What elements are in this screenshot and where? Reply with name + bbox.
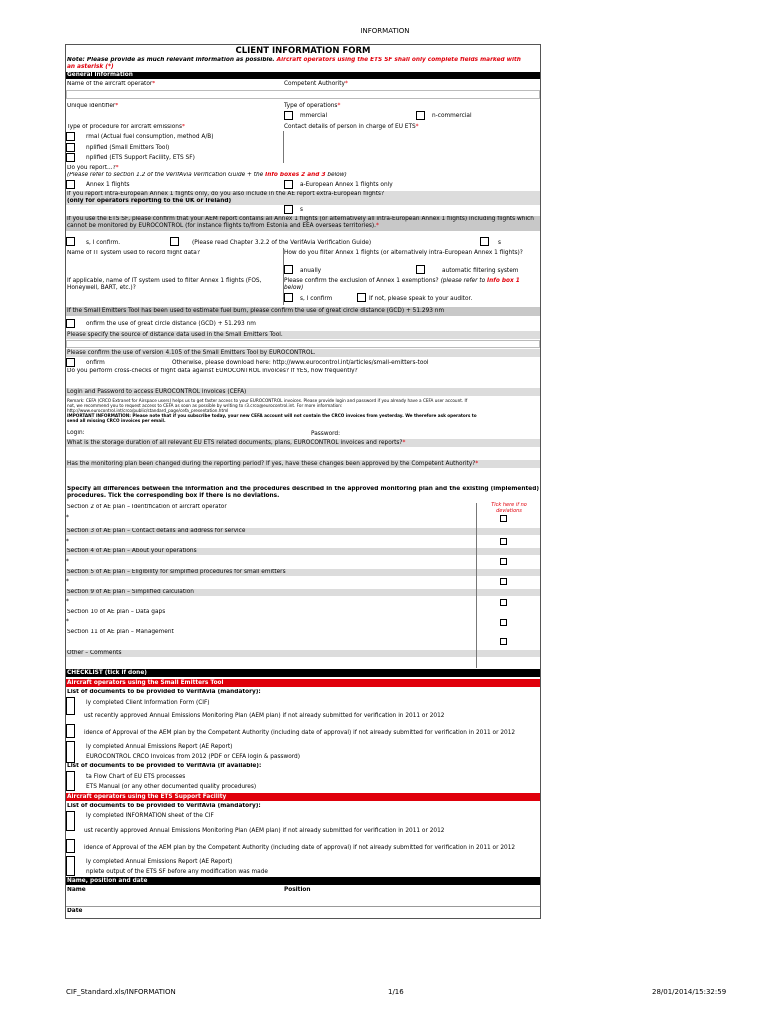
automatic-filter-label: automatic filtering system xyxy=(442,268,519,274)
remark-line: Remark: CEFA (CRCO Extranet for Airspace users) helps us to get faster access to your EUROCONTROL invoices. Please provide login and password if you already have a CEFA user account. If xyxy=(67,398,468,403)
ets-sf-confirm-label: s, I confirm. xyxy=(86,240,121,246)
it-system-row: Name of IT system used to record flight data? xyxy=(67,250,200,256)
extra-european-yes-label: s xyxy=(300,207,304,213)
ets-sf-other-label: s xyxy=(498,240,502,246)
section-5: Section 5 of AE plan – Eligibility for simplified procedures for small emitters xyxy=(66,569,540,576)
tick-here-text: deviations xyxy=(496,507,522,514)
ets-sf-confirm-checkbox[interactable] xyxy=(66,237,75,246)
set-item-1-checkbox[interactable] xyxy=(66,697,75,715)
required-marker: * xyxy=(181,124,185,130)
set-item-2: ust recently approved Annual Emissions Monitoring Plan (AEM plan) if not already submitted for verification in 2011 or 2012 xyxy=(84,713,445,719)
required-marker: * xyxy=(344,81,348,87)
procedure-ets-sf-label: nplified (ETS Support Facility, ETS SF) xyxy=(86,155,195,161)
ets-sf-users-header: Aircraft operators using the ETS Support Facility xyxy=(66,793,540,801)
ets-sf-question xyxy=(66,216,540,231)
commercial-label: mmercial xyxy=(300,113,328,119)
remark-important: IMPORTANT INFORMATION: Please note that if you subscribe today, your new CEFA account will not contain the CRCO invoices from yesterday. We therefore ask operators to xyxy=(67,413,477,418)
read-chapter-label: (Please read Chapter 3.2.2 of the VerifAvia Verification Guide) xyxy=(192,240,372,246)
exemptions-ref: (please refer to xyxy=(438,278,488,284)
specify-differences: Specify all differences between the information and the procedures described in the approved monitoring plan and the existing (implemented) procedures. Tick the corresponding box if there is no deviations. xyxy=(67,486,539,499)
section-4-marker: * xyxy=(66,559,69,565)
required-marker: * xyxy=(152,81,156,87)
footer-timestamp: 28/01/2014/15:32:59 xyxy=(652,988,727,996)
password-field[interactable]: Password: xyxy=(311,431,341,437)
divider xyxy=(66,906,540,907)
exemptions-question xyxy=(284,278,539,291)
set-item-5: EUROCONTROL CRCO Invoices from 2012 (PDF or CEFA login & password) xyxy=(86,754,301,760)
cross-checks-question: Do you perform cross-checks of flight data against EUROCONTROL invoices? If YES, how frequently? xyxy=(67,368,358,374)
remark-line: not, we recommend you to request access to CEFA as soon as possible by writing to r3.crco@eurocontrol.int. For more information: xyxy=(67,403,343,408)
procedure-small-emitters-checkbox[interactable] xyxy=(66,143,75,152)
available-docs-header: List of documents to be provided to VerifAvia (if available): xyxy=(67,763,262,769)
sf-item-4: ly completed Annual Emissions Report (AE Report) xyxy=(86,859,233,865)
non-commercial-checkbox[interactable] xyxy=(416,111,425,120)
note xyxy=(66,57,540,71)
note-text: Note: Please provide as much relevant information as possible. xyxy=(67,57,275,63)
annex1-checkbox[interactable] xyxy=(66,180,75,189)
section-2: Section 2 of AE plan – Identification of aircraft operator xyxy=(67,504,227,510)
label-aircraft-operator: Name of the aircraft operator xyxy=(67,81,153,87)
ets-sf-question-text: If you use the ETS SF, please confirm that your AEM report contains all Annex 1 flights (or alternatively all intra-European Annex 1 flights) including flights which cannot be monitored by EUROCONTROL (for instance flights to/from Estonia and EEA overseas territories). xyxy=(67,216,534,229)
distance-source-input[interactable] xyxy=(66,340,540,348)
operator-input[interactable] xyxy=(66,90,540,99)
exemptions-text: Please confirm the exclusion of Annex 1 exemptions? xyxy=(284,278,439,284)
label-competent-authority xyxy=(284,81,348,88)
label-unique-identifier: Unique identifier xyxy=(67,103,116,109)
required-marker: * xyxy=(115,165,119,171)
sf-item-3: idence of Approval of the AEM plan by the Competent Authority (including date of approval) if not already submitted for verification in 2011 or 2012 xyxy=(84,845,516,851)
section-3-marker: * xyxy=(66,539,69,545)
section-4: Section 4 of AE plan – About your operations xyxy=(66,548,540,555)
section-10-checkbox[interactable] xyxy=(500,619,507,626)
commercial-checkbox[interactable] xyxy=(284,111,293,120)
avail-items-checkbox[interactable] xyxy=(66,771,75,791)
automatic-filter-checkbox[interactable] xyxy=(416,265,425,274)
mandatory-docs-header: List of documents to be provided to VerifAvia (mandatory): xyxy=(67,689,261,695)
set-item-1: ly completed Client Information Form (CIF) xyxy=(86,700,210,706)
gcd-confirm-label: onfirm the use of great circle distance (GCD) + 51.293 nm xyxy=(86,321,256,327)
non-commercial-label: n-commercial xyxy=(432,113,472,119)
divider xyxy=(476,503,477,668)
avail-item-1: ta Flow Chart of EU ETS processes xyxy=(86,774,186,780)
section-4-checkbox[interactable] xyxy=(500,558,507,565)
extra-european-yes-checkbox[interactable] xyxy=(284,205,293,214)
exemptions-confirm-checkbox[interactable] xyxy=(284,293,293,302)
procedure-normal-checkbox[interactable] xyxy=(66,132,75,141)
manually-label: anually xyxy=(300,268,322,274)
footer-filename: CIF_Standard.xls/INFORMATION xyxy=(66,988,176,996)
avail-item-2: ETS Manual (or any other documented quality procedures) xyxy=(86,784,257,790)
sf-item-2: ust recently approved Annual Emissions Monitoring Plan (AEM plan) if not already submitted for verification in 2011 or 2012 xyxy=(84,828,445,834)
remark-important: send all missing CRCO invoices per email. xyxy=(67,418,166,423)
section-3: Section 3 of AE plan – Contact details and address for service xyxy=(66,528,540,535)
read-chapter-checkbox[interactable] xyxy=(170,237,179,246)
small-emitters-users-header: Aircraft operators using the Small Emitters Tool xyxy=(66,679,540,687)
small-emitters-question: If the Small Emitters Tool has been used to estimate fuel burn, please confirm the use of great circle distance (GCD) + 51.293 nm xyxy=(66,307,540,316)
position-field[interactable]: Position xyxy=(284,887,311,893)
remark-link: http://www.eurocontrol.int/crco/public/standard_page/cefa_presentation.html xyxy=(67,408,229,413)
section-10-marker: * xyxy=(66,619,69,625)
refer-info-boxes: Info boxes 2 and 3 xyxy=(265,172,326,178)
note-asterisk-text: Aircraft operators using the ETS SF shall only complete fields marked with xyxy=(274,57,521,63)
section-5-checkbox[interactable] xyxy=(500,578,507,585)
section-11-checkbox[interactable] xyxy=(500,638,507,645)
monitoring-plan-question xyxy=(66,460,540,468)
refer-text: (Please refer to section 1.2 of the VerifAvia Verification Guide + the xyxy=(67,172,266,178)
filter-question: How do you filter Annex 1 flights (or alternatively intra-European Annex 1 flights)? xyxy=(284,250,523,256)
mandatory-docs-header-2: List of documents to be provided to VerifAvia (mandatory): xyxy=(67,803,261,809)
speak-to-auditor: If not, please speak to your auditor. xyxy=(369,296,473,302)
exemptions-ref-end: below) xyxy=(284,284,304,291)
sf-item-1-checkbox[interactable] xyxy=(66,811,75,831)
procedure-ets-sf-checkbox[interactable] xyxy=(66,153,75,162)
name-position-date-header: Name, position and date xyxy=(66,877,540,885)
do-you-report xyxy=(66,165,540,172)
cefa-remark xyxy=(66,398,540,426)
set-item-3: idence of Approval of the AEM plan by the Competent Authority (including date of approval) if not already submitted for verification in 2011 or 2012 xyxy=(84,730,516,736)
intra-annex1-checkbox[interactable] xyxy=(284,180,293,189)
procedure-small-emitters-label: nplified (Small Emitters Tool) xyxy=(86,145,170,151)
label-type-procedure: Type of procedure for aircraft emissions xyxy=(67,124,182,130)
section-9-checkbox[interactable] xyxy=(500,599,507,606)
annex1-label: Annex 1 flights xyxy=(86,182,130,188)
set-item-4: ly completed Annual Emissions Report (AE Report) xyxy=(86,744,233,750)
section-2-marker: * xyxy=(66,515,69,521)
if-applicable-question: If applicable, name of IT system used to filter Annex 1 flights (FOS, Honeywell, BART, etc.)? xyxy=(67,278,262,291)
refer-text-end: below) xyxy=(325,172,347,178)
gcd-confirm-checkbox[interactable] xyxy=(66,319,75,328)
sf-item-5: nplete output of the ETS SF before any modification was made xyxy=(86,869,268,875)
uk-ireland-note: (only for operators reporting to the UK or Ireland) xyxy=(66,198,540,205)
type-operations-text: Type of operations xyxy=(284,103,338,109)
divider xyxy=(283,131,284,163)
section-2-checkbox[interactable] xyxy=(500,515,507,522)
sf-item-4-checkbox[interactable] xyxy=(66,856,75,876)
manually-checkbox[interactable] xyxy=(284,265,293,274)
required-marker: * xyxy=(415,124,419,130)
footer-page: 1/16 xyxy=(388,988,404,996)
label-contact-details xyxy=(284,124,419,131)
sf-item-1: ly completed INFORMATION sheet of the CIF xyxy=(86,813,214,819)
set-item-3-checkbox[interactable] xyxy=(66,724,75,738)
version-question: Please confirm the use of version 4.105 of the Small Emitters Tool by EUROCONTROL. xyxy=(66,349,540,357)
version-confirm-checkbox[interactable] xyxy=(66,358,75,367)
note-asterisk-marker: an asterisk (*) xyxy=(67,63,114,70)
form-title: CLIENT INFORMATION FORM xyxy=(235,46,371,56)
date-field[interactable]: Date xyxy=(67,908,83,914)
exemptions-no-checkbox[interactable] xyxy=(357,293,366,302)
section-10: Section 10 of AE plan – Data gaps xyxy=(67,609,166,615)
section-11: Section 11 of AE plan – Management xyxy=(67,629,174,635)
procedure-normal-label: rmal (Actual fuel consumption, method A/B) xyxy=(86,134,214,140)
report-refer-note xyxy=(66,172,540,179)
version-confirm-label: onfirm xyxy=(86,360,105,366)
do-you-report-text: Do you report...? xyxy=(67,165,116,171)
section-5-marker: * xyxy=(66,579,69,585)
name-field[interactable]: Name xyxy=(67,887,86,893)
section-9-marker: * xyxy=(66,599,69,605)
required-marker: * xyxy=(115,103,119,109)
distance-source-question: Please specify the source of distance data used in the Small Emitters Tool. xyxy=(66,331,540,339)
ets-sf-other-checkbox[interactable] xyxy=(480,237,489,246)
storage-question xyxy=(66,439,540,447)
intra-european-question: If you report intra-European Annex 1 flights only, do you also include in the AE report extra-European flights? xyxy=(66,191,540,198)
login-field[interactable]: Login: xyxy=(67,430,85,436)
section-3-checkbox[interactable] xyxy=(500,538,507,545)
required-marker: * xyxy=(337,103,341,109)
download-link[interactable]: Otherwise, please download here: http://www.eurocontrol.int/articles/small-emitters-tool xyxy=(172,360,429,366)
checklist-header: CHECKLIST (tick if done) xyxy=(66,669,540,677)
set-item-4-checkbox[interactable] xyxy=(66,741,75,763)
exemptions-info-box: Info box 1 xyxy=(487,278,520,284)
contact-details-text: Contact details of person in charge of EU ETS xyxy=(284,124,416,130)
required-marker: * xyxy=(475,461,479,467)
intra-annex1-label: a-European Annex 1 flights only xyxy=(300,182,393,188)
required-marker: * xyxy=(376,222,379,229)
sf-item-3-checkbox[interactable] xyxy=(66,839,75,853)
label-type-operations xyxy=(284,103,340,110)
general-information-header: General information xyxy=(66,72,540,79)
storage-text: What is the storage duration of all relevant EU ETS related documents, plans, EUROCONTROL invoices and reports? xyxy=(67,440,403,446)
competent-authority-text: Competent Authority xyxy=(284,81,345,87)
page-header: INFORMATION xyxy=(360,27,410,35)
monitoring-text: Has the monitoring plan been changed during the reporting period? If yes, have these changes been approved by the Competent Authority? xyxy=(67,461,476,467)
required-marker: * xyxy=(402,440,406,446)
tick-here-text: Tick here if no xyxy=(491,502,527,508)
section-9: Section 9 of AE plan – Simplified calculation xyxy=(66,589,540,596)
other-comments: Other – Comments xyxy=(66,650,540,657)
exemptions-confirm-label: s, I confirm xyxy=(300,296,333,302)
cefa-login-header: Login and Password to access EUROCONTROL invoices (CEFA) xyxy=(66,388,540,396)
